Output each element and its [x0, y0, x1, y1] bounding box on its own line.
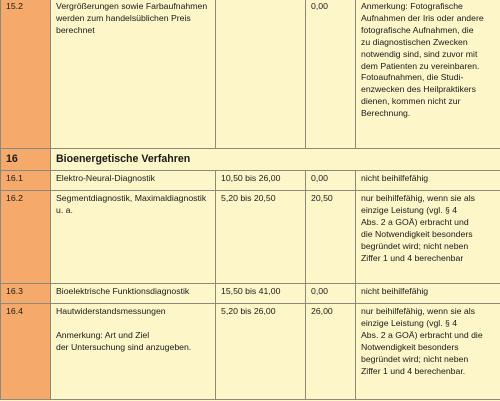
fee-range: 10,50 bis 26,00: [216, 171, 306, 191]
item-number: 16.1: [1, 171, 51, 191]
remark: nur beihilfefähig, wenn sie als einzige Leistung (vgl. § 4 Abs. 2 a GOÄ) erbracht und die Notwendigkeit besonders begründet wird; nicht neben Ziffer 1 und 4 berechenbar.: [356, 304, 500, 400]
fee-range: 5,20 bis 26,00: [216, 304, 306, 400]
fee-range: [216, 0, 306, 149]
fee-rate: 20,50: [306, 191, 356, 284]
item-number: 16.2: [1, 191, 51, 284]
table-row: [1, 284, 500, 304]
item-description: Vergrößerungen sowie Farbaufnahmen werden zum handelsüblichen Preis berechnet: [51, 0, 216, 149]
fee-rate: 0,00: [306, 284, 356, 304]
remark: nur beihilfefähig, wenn sie als einzige Leistung (vgl. § 4 Abs. 2 a GOÄ) erbracht und die Notwendigkeit besonders begründet wird; nicht neben Ziffer 1 und 4 berechenbar: [356, 191, 500, 284]
table-row: [1, 171, 500, 191]
item-description: Elektro-Neural-Diagnostik: [51, 171, 216, 191]
section-title: Bioenergetische Verfahren: [51, 149, 500, 171]
fee-range: 15,50 bis 41,00: [216, 284, 306, 304]
remark: nicht beihilfefähig: [356, 284, 500, 304]
item-description: Hautwiderstandsmessungen Anmerkung: Art und Ziel der Untersuchung sind anzugeben.: [51, 304, 216, 400]
section-number: 16: [1, 149, 51, 171]
item-number: 16.4: [1, 304, 51, 400]
fee-range: 5,20 bis 20,50: [216, 191, 306, 284]
item-description: Bioelektrische Funktionsdiagnostik: [51, 284, 216, 304]
item-description: Segmentdiagnostik, Maximaldiagnostik u. a.: [51, 191, 216, 284]
item-number: 16.3: [1, 284, 51, 304]
remark: Anmerkung: Fotografische Aufnahmen der Iris oder andere fotografische Aufnahmen, die zu diagnostischen Zwecken notwendig sind, sind zuvor mit dem Patienten zu vereinbaren. Fotoaufnahmen, die Studi- enzwecken des Heilpraktikers dienen, kommen nicht zur Berechnung.: [356, 0, 500, 149]
table-row: [1, 0, 500, 149]
section-header-row: [1, 149, 500, 171]
remark: nicht beihilfefähig: [356, 171, 500, 191]
table-row: [1, 304, 500, 400]
fee-rate: 26,00: [306, 304, 356, 400]
table-row: [1, 191, 500, 284]
fee-rate: 0,00: [306, 171, 356, 191]
fee-rate: 0,00: [306, 0, 356, 149]
item-number: 15.2: [1, 0, 51, 149]
